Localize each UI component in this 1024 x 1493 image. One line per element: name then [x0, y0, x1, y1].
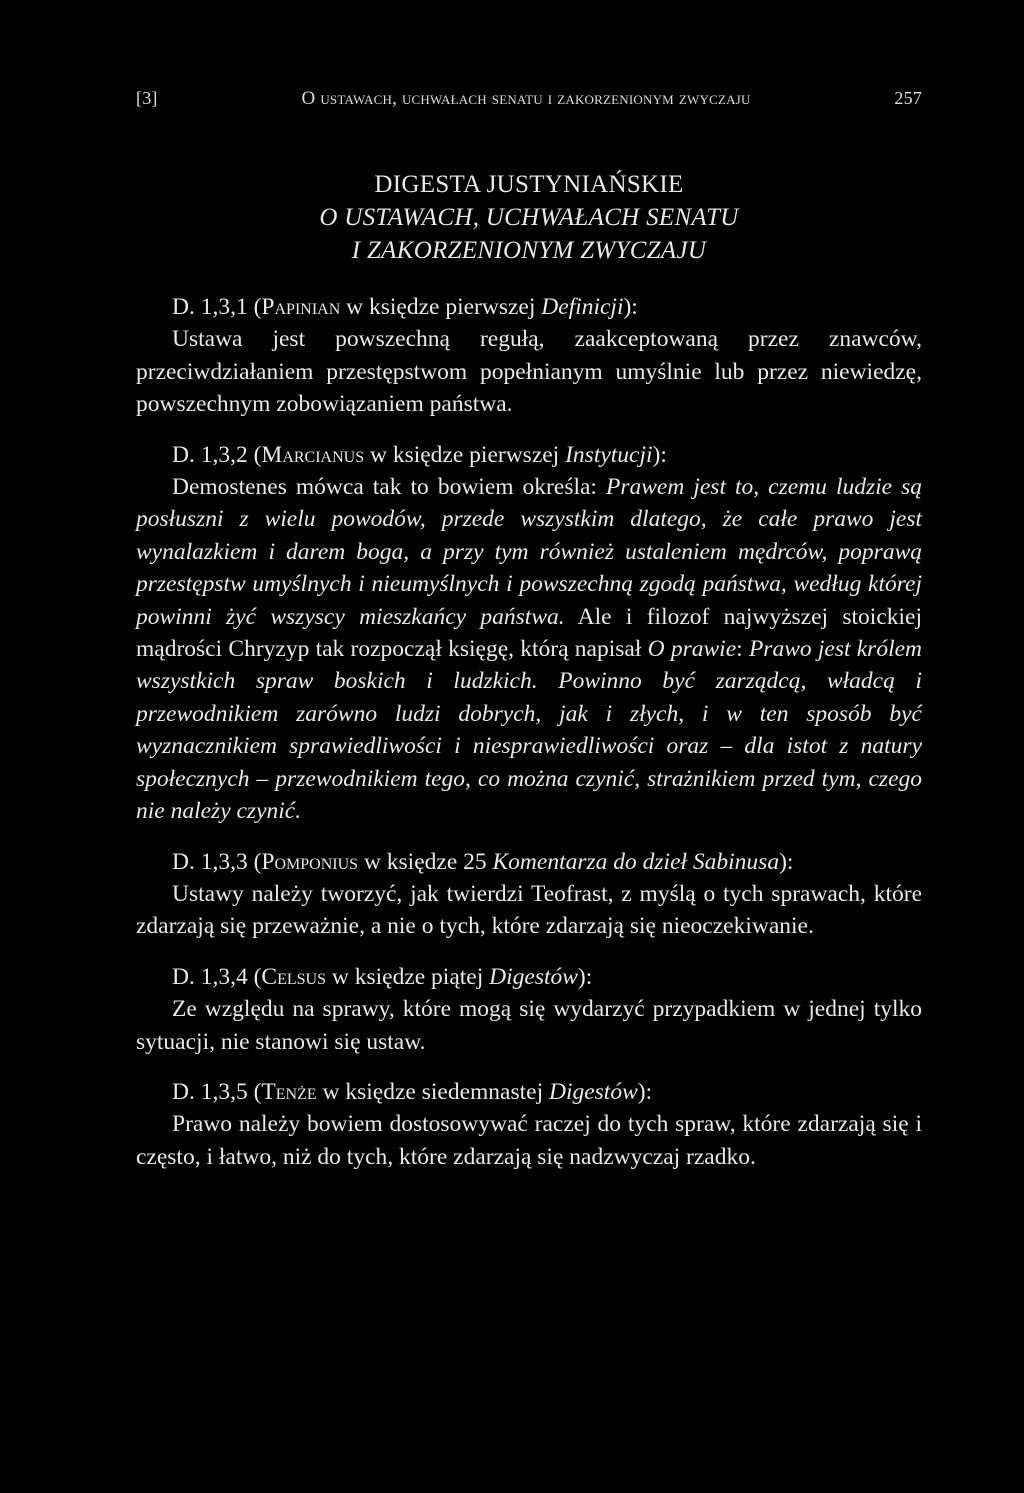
heading-line-2: O USTAWACH, UCHWAŁACH SENATU: [319, 204, 739, 231]
fragment-work-title: Definicji: [541, 294, 624, 320]
body-text: Demostenes mówca tak to bowiem określa:: [172, 474, 606, 501]
fragment-heading: [136, 439, 922, 471]
fragment-text: [136, 878, 922, 943]
body-text: Prawo należy bowiem dostosowywać raczej do tych spraw, które zdarzają się i często, i łatwo, niż do tych, które zdarzają się nadzwyczaj rzadko.: [136, 1111, 922, 1170]
fragment-author: Tenże: [261, 1078, 317, 1105]
fragment-book: w księdze pierwszej: [340, 294, 542, 320]
fragment-author: Papinian: [261, 294, 341, 320]
fragment-closing: ):: [623, 294, 638, 320]
fragment-work-title: Komentarza do dzieł Sabinusa: [492, 848, 780, 875]
body-text: :: [736, 636, 749, 663]
fragment-closing: ):: [577, 963, 593, 990]
section-number: [3]: [136, 88, 158, 108]
running-title: O ustawach, uchwałach senatu i zakorzenionym zwyczaju: [301, 88, 751, 109]
digest-fragment: [136, 439, 922, 828]
body-text: Ustawa jest powszechną regułą, zaakceptowaną przez znawców, przeciwdziałaniem przestępstwom popełnianym umyślnie lub przez niewiedzę, powszechnym zobowiązaniem państwa.: [136, 326, 922, 418]
running-head: [136, 88, 922, 110]
quoted-text: O prawie: [647, 636, 737, 663]
fragment-text: [136, 1108, 922, 1173]
heading-line-1: DIGESTA JUSTYNIAŃSKIE: [374, 171, 684, 198]
fragment-reference: D. 1,3,3 (: [172, 848, 262, 875]
page-number: 257: [894, 88, 922, 108]
fragment-work-title: Instytucji: [565, 441, 653, 468]
fragment-heading: [136, 1076, 922, 1108]
fragment-text: [136, 323, 922, 420]
fragment-author: Pomponius: [261, 848, 359, 875]
fragment-reference: D. 1,3,2 (: [172, 441, 262, 468]
fragment-reference: D. 1,3,1 (: [172, 294, 262, 320]
digest-fragment: [136, 1076, 922, 1173]
body-text: Ale i filozof najwyższej stoickiej mądrości Chryzyp tak rozpoczął księgę, którą napisał: [136, 603, 922, 663]
fragment-book: w księdze pierwszej: [364, 441, 566, 468]
fragment-text: [136, 471, 922, 827]
fragment-heading: [136, 846, 922, 878]
fragment-heading: [136, 291, 922, 323]
fragment-closing: ):: [779, 848, 794, 875]
fragment-work-title: Digestów: [489, 963, 578, 990]
fragment-heading: [136, 961, 922, 993]
digest-fragment: [136, 291, 922, 421]
quoted-text: Prawo jest królem wszystkich spraw boskich i ludzkich. Powinno być zarządcą, władcą i przewodnikiem zarówno ludzi dobrych, jak i złych, i w ten sposób być wyznacznikiem sprawiedliwości i niesprawiedliwości oraz – dla istot z natury społecznych – przewodnikiem tego, co można czynić, strażnikiem przed tym, czego nie należy czynić.: [136, 636, 923, 825]
fragment-book: w księdze piątej: [326, 963, 490, 990]
digest-fragment: [136, 961, 922, 1058]
fragment-author: Marcianus: [261, 441, 365, 468]
document-page: [136, 88, 922, 1173]
fragment-closing: ):: [652, 441, 667, 468]
fragment-book: w księdze siedemnastej: [316, 1078, 549, 1105]
fragment-text: [136, 993, 922, 1058]
quoted-text: Prawem jest to, czemu ludzie są posłuszni z wielu powodów, przede wszystkim dlatego, że całe prawo jest wynalazkiem i darem boga, a przy tym również ustaleniem mędrców, poprawą przestępstw umyślnych i nieumyślnych i powszechną zgodą państwa, według której powinni żyć wszyscy mieszkańcy państwa.: [136, 474, 922, 630]
fragment-book: w księdze 25: [358, 848, 493, 875]
heading-line-3: I ZAKORZENIONYM ZWYCZAJU: [351, 237, 707, 264]
fragment-work-title: Digestów: [548, 1078, 638, 1105]
chapter-heading: [136, 168, 922, 267]
fragment-author: Celsus: [261, 963, 326, 990]
fragments-list: [136, 291, 922, 1173]
fragment-reference: D. 1,3,5 (: [172, 1078, 262, 1105]
fragment-reference: D. 1,3,4 (: [172, 963, 262, 990]
body-text: Ustawy należy tworzyć, jak twierdzi Teofrast, z myślą o tych sprawach, które zdarzają się przeważnie, a nie o tych, które zdarzają się nieoczekiwanie.: [136, 880, 922, 940]
fragment-closing: ):: [637, 1078, 653, 1105]
digest-fragment: [136, 846, 922, 943]
body-text: Ze względu na sprawy, które mogą się wydarzyć przypadkiem w jednej tylko sytuacji, nie stanowi się ustaw.: [136, 996, 922, 1055]
